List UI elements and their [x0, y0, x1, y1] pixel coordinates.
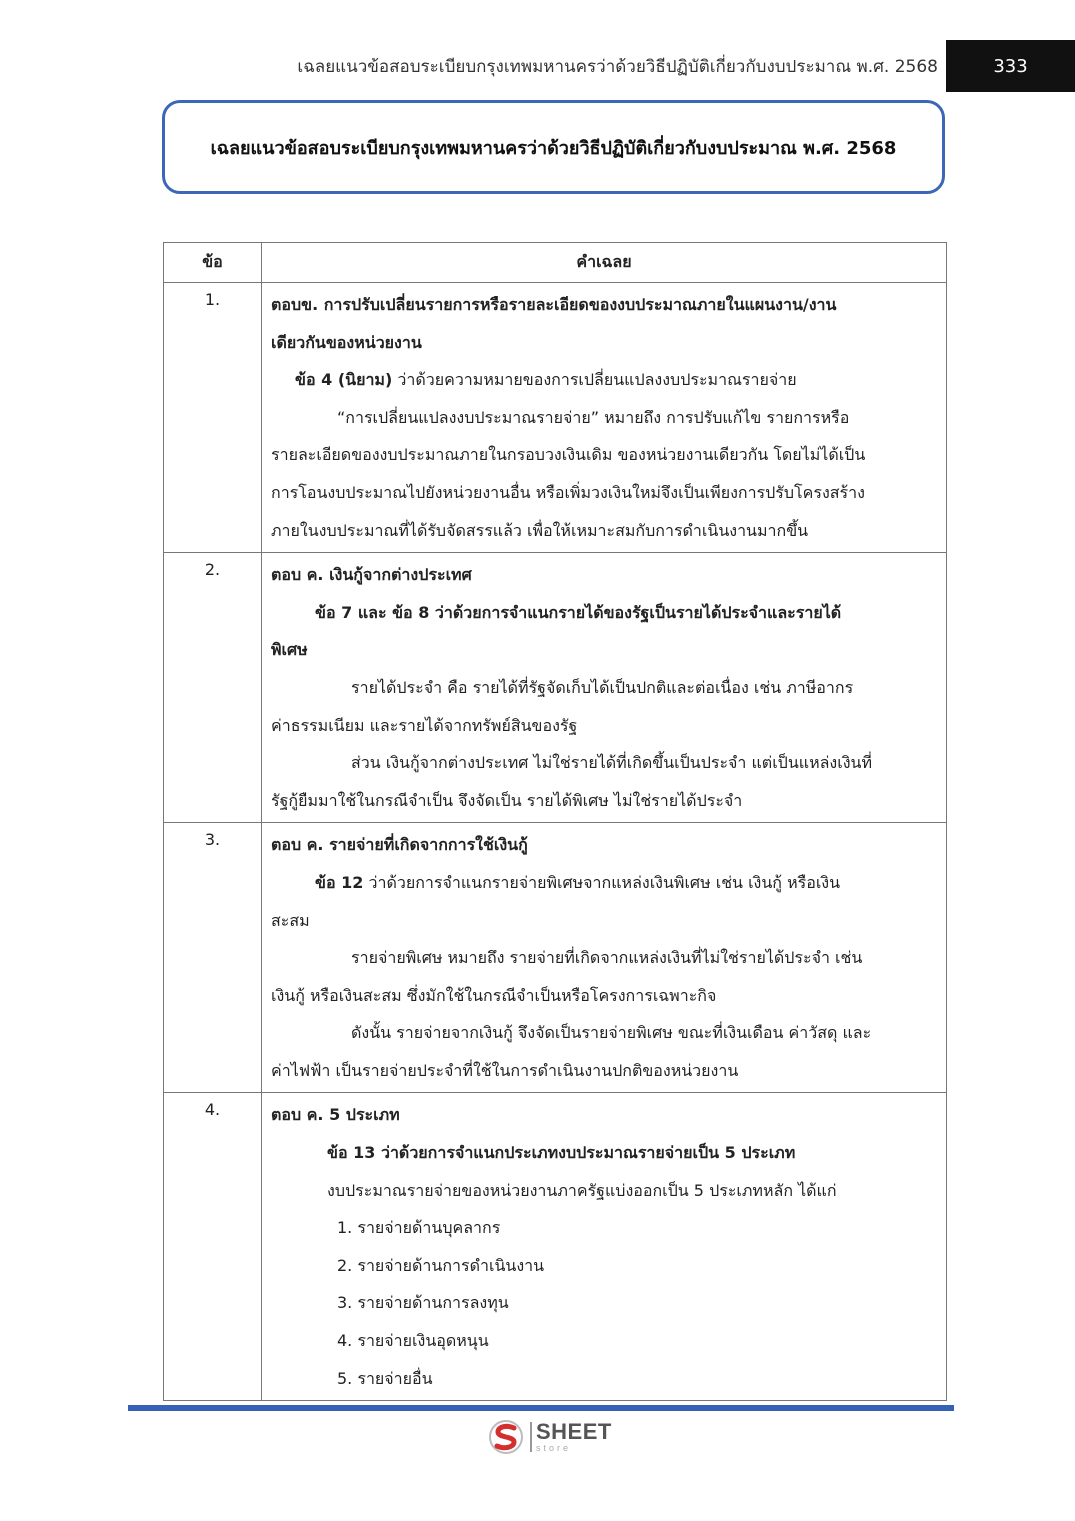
answer-line: ตอบ ค. เงินกู้จากต่างประเทศ [271, 565, 472, 585]
sheet-store-s-logo-icon [488, 1419, 524, 1455]
table-header-row [164, 243, 947, 283]
running-header-title: เฉลยแนวข้อสอบระเบียบกรุงเทพมหานครว่าด้วยวิธีปฏิบัติเกี่ยวกับงบประมาณ พ.ศ. 2568 [297, 56, 938, 77]
answer-line: ข้อ 13 ว่าด้วยการจำแนกประเภทงบประมาณรายจ่ายเป็น 5 ประเภท [327, 1143, 796, 1163]
answer-table [163, 242, 947, 1401]
answer-line: รายละเอียดของงบประมาณภายในกรอบวงเงินเดิม ของหน่วยงานเดียวกัน โดยไม่ได้เป็น [271, 445, 866, 465]
answer-line: งบประมาณรายจ่ายของหน่วยงานภาครัฐแบ่งออกเป็น 5 ประเภทหลัก ได้แก่ [327, 1180, 837, 1200]
clause-desc: ว่าด้วยการจำแนกรายจ่ายพิเศษจากแหล่งเงินพิเศษ เช่น เงินกู้ หรือเงิน [368, 872, 841, 892]
answer-cell [262, 823, 947, 1093]
answer-cell [262, 553, 947, 823]
answer-line: รายจ่ายพิเศษ หมายถึง รายจ่ายที่เกิดจากแหล่งเงินที่ไม่ใช่รายได้ประจำ เช่น [351, 948, 863, 968]
answer-line: รัฐกู้ยืมมาใช้ในกรณีจำเป็น จึงจัดเป็น รายได้พิเศษ ไม่ใช่รายได้ประจำ [271, 790, 743, 810]
answer-line: การโอนงบประมาณไปยังหน่วยงานอื่น หรือเพิ่มวงเงินใหม่จึงเป็นเพียงการปรับโครงสร้าง [271, 482, 865, 502]
list-item: 3. รายจ่ายด้านการลงทุน [337, 1293, 509, 1313]
title-box-text: เฉลยแนวข้อสอบระเบียบกรุงเทพมหานครว่าด้วยวิธีปฏิบัติเกี่ยวกับงบประมาณ พ.ศ. 2568 [210, 137, 897, 159]
clause-ref: ข้อ 4 (นิยาม) [295, 370, 393, 390]
column-header-answer: คำเฉลย [262, 243, 947, 283]
list-item: 2. รายจ่ายด้านการดำเนินงาน [337, 1255, 545, 1275]
answer-line: ค่าธรรมเนียม และรายได้จากทรัพย์สินของรัฐ [271, 715, 578, 735]
answer-line [271, 361, 938, 399]
logo-word: SHEET [536, 1419, 612, 1444]
answer-line: ตอบ ค. 5 ประเภท [271, 1105, 400, 1125]
answer-line: รายได้ประจำ คือ รายได้ที่รัฐจัดเก็บได้เป็นปกติและต่อเนื่อง เช่น ภาษีอากร [351, 677, 854, 697]
answer-line: “การเปลี่ยนแปลงงบประมาณรายจ่าย” หมายถึง การปรับแก้ไข รายการหรือ [337, 407, 850, 427]
list-item: 1. รายจ่ายด้านบุคลากร [337, 1218, 501, 1238]
answer-line [271, 864, 938, 902]
table-row [164, 1093, 947, 1401]
answer-line: เดียวกันของหน่วยงาน [271, 332, 422, 352]
answer-line: ส่วน เงินกู้จากต่างประเทศ ไม่ใช่รายได้ที่เกิดขึ้นเป็นประจำ แต่เป็นแหล่งเงินที่ [351, 753, 872, 773]
question-number: 4. [164, 1093, 262, 1401]
column-header-number: ข้อ [164, 243, 262, 283]
question-number: 3. [164, 823, 262, 1093]
answer-line: ตอบข. การปรับเปลี่ยนรายการหรือรายละเอียดของงบประมาณภายในแผนงาน/งาน [271, 295, 837, 314]
answer-line: ดังนั้น รายจ่ายจากเงินกู้ จึงจัดเป็นรายจ่ายพิเศษ ขณะที่เงินเดือน ค่าวัสดุ และ [351, 1023, 872, 1043]
answer-line: ข้อ 7 และ ข้อ 8 ว่าด้วยการจำแนกรายได้ของรัฐเป็นรายได้ประจำและรายได้ [315, 602, 842, 622]
clause-desc: ว่าด้วยความหมายของการเปลี่ยนแปลงงบประมาณรายจ่าย [397, 370, 797, 390]
footer-bar [128, 1405, 954, 1411]
answer-line: สะสม [271, 910, 310, 930]
logo-divider [530, 1422, 532, 1452]
table-row [164, 553, 947, 823]
page-number-label: 333 [993, 55, 1028, 77]
answer-cell [262, 283, 947, 553]
answer-line: ค่าไฟฟ้า เป็นรายจ่ายประจำที่ใช้ในการดำเนินงานปกติของหน่วยงาน [271, 1060, 739, 1080]
logo-text [536, 1421, 612, 1453]
list-item: 5. รายจ่ายอื่น [337, 1368, 433, 1388]
answer-line: ภายในงบประมาณที่ได้รับจัดสรรแล้ว เพื่อให้เหมาะสมกับการดำเนินงานมากขึ้น [271, 520, 809, 540]
answer-line: พิเศษ [271, 640, 308, 660]
question-number: 2. [164, 553, 262, 823]
answer-line: เงินกู้ หรือเงินสะสม ซึ่งมักใช้ในกรณีจำเป็นหรือโครงการเฉพาะกิจ [271, 985, 717, 1005]
table-row [164, 283, 947, 553]
title-box [162, 100, 945, 194]
list-item: 4. รายจ่ายเงินอุดหนุน [337, 1331, 489, 1351]
sheet-store-logo [488, 1417, 612, 1457]
running-header [0, 40, 946, 92]
page-number [946, 40, 1075, 92]
question-number: 1. [164, 283, 262, 553]
answer-line: ตอบ ค. รายจ่ายที่เกิดจากการใช้เงินกู้ [271, 835, 528, 855]
logo-sub: store [536, 1443, 572, 1453]
table-row [164, 823, 947, 1093]
clause-ref: ข้อ 12 [315, 872, 364, 892]
answer-cell [262, 1093, 947, 1401]
